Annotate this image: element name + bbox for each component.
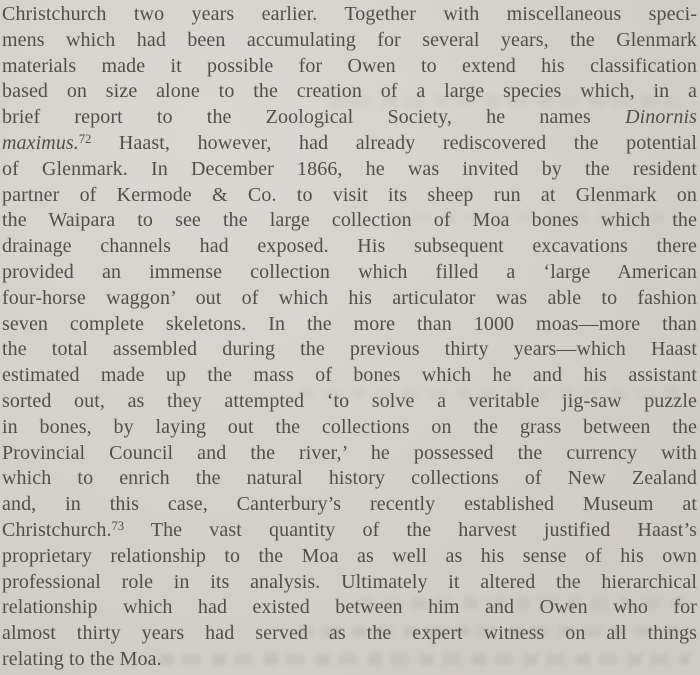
text-line — [2, 595, 697, 621]
text-segment: Haast, however, had already rediscovered the potential — [91, 131, 697, 154]
text-line — [2, 286, 697, 312]
text-line — [2, 415, 697, 441]
text-line — [2, 518, 697, 544]
text-line — [2, 131, 697, 157]
text-line — [2, 260, 697, 286]
text-line — [2, 492, 697, 518]
text-segment: the total assembled during the previous thirty years—which Haast — [2, 338, 697, 361]
text-segment: in bones, by laying out the collections on the grass between the — [2, 415, 697, 438]
text-segment: of Glenmark. In December 1866, he was invited by the resident — [2, 157, 697, 180]
text-segment: the Waipara to see the large collection of Moa bones which the — [2, 209, 697, 232]
text-line — [2, 208, 697, 234]
text-segment: sorted out, as they attempted ‘to solve a veritable jig-saw puzzle — [2, 389, 697, 412]
footnote-marker: 73 — [111, 518, 125, 533]
text-line — [2, 183, 697, 209]
text-segment: Dinornis — [625, 106, 697, 129]
text-line — [2, 28, 697, 54]
text-segment: maximus. — [2, 131, 79, 154]
text-segment: based on size alone to the creation of a large species which, in a — [2, 80, 697, 103]
text-segment: and, in this case, Canterbury’s recently established Museum at — [2, 493, 697, 516]
text-line — [2, 544, 697, 570]
text-segment: seven complete skeletons. In the more than 1000 moas—more than — [2, 312, 697, 335]
text-segment: partner of Kermode & Co. to visit its sheep run at Glenmark on — [2, 183, 697, 206]
text-segment: provided an immense collection which filled a ‘large American — [2, 260, 697, 283]
text-line — [2, 466, 697, 492]
text-segment: relationship which had existed between him and Owen who for — [2, 596, 697, 619]
text-line — [2, 312, 697, 338]
text-segment: Christchurch. — [2, 518, 112, 541]
text-line — [2, 363, 697, 389]
text-line — [2, 389, 697, 415]
text-segment: Provincial Council and the river,’ he possessed the currency with — [2, 441, 697, 464]
text-segment: The vast quantity of the harvest justified Haast’s — [124, 518, 697, 541]
text-segment: relating to the Moa. — [2, 647, 162, 670]
text-segment: estimated made up the mass of bones which he and his assistant — [2, 364, 697, 387]
text-line — [2, 54, 697, 80]
text-segment: proprietary relationship to the Moa as well as his sense of his own — [2, 544, 697, 567]
text-segment: drainage channels had exposed. His subsequent excavations there — [2, 235, 697, 258]
text-line — [2, 79, 697, 105]
text-segment: professional role in its analysis. Ultimately it altered the hierarchical — [2, 570, 697, 593]
text-line — [2, 234, 697, 260]
text-segment: Christchurch two years earlier. Together with miscellaneous speci- — [2, 3, 697, 25]
footnote-marker: 72 — [78, 131, 92, 146]
text-line — [2, 647, 697, 673]
text-line — [2, 337, 697, 363]
text-line — [2, 2, 697, 28]
text-segment: four-horse waggon’ out of which his articulator was able to fashion — [2, 286, 697, 309]
text-line — [2, 570, 697, 596]
text-line — [2, 441, 697, 467]
text-segment: which to enrich the natural history collections of New Zealand — [2, 467, 697, 490]
text-segment: mens which had been accumulating for several years, the Glenmark — [2, 28, 697, 51]
text-segment: materials made it possible for Owen to extend his classification — [2, 54, 697, 77]
text-line — [2, 621, 697, 647]
text-line — [2, 157, 697, 183]
text-segment: almost thirty years had served as the expert witness on all things — [2, 622, 697, 645]
text-line — [2, 105, 697, 131]
text-segment: brief report to the Zoological Society, he names — [2, 106, 626, 129]
